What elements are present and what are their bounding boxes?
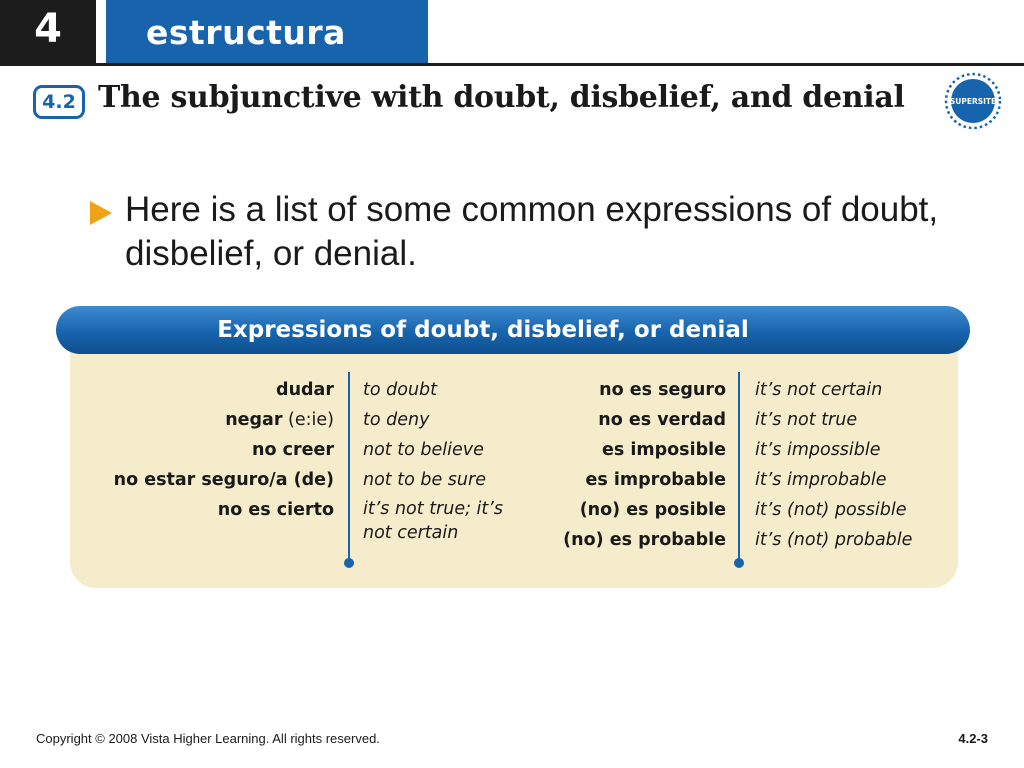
lesson-badge	[33, 85, 85, 119]
expressions-table-title-text: Expressions of doubt, disbelief, or denial	[217, 317, 749, 343]
table-row-term: es improbable	[585, 470, 726, 490]
table-row-term: no es cierto	[217, 500, 334, 520]
table-row-translation: it’s improbable	[755, 469, 887, 490]
table-row-term: no creer	[252, 440, 334, 460]
page-title: The subjunctive with doubt, disbelief, and denial	[98, 80, 905, 115]
section-tab-label: estructura	[146, 12, 346, 52]
lesson-badge-text: 4.2	[42, 91, 76, 113]
table-row-translation: it’s not true	[755, 409, 858, 430]
bullet-text: Here is a list of some common expressions of doubt, disbelief, or denial.	[125, 190, 939, 273]
left-spanish-column	[114, 375, 334, 525]
column-divider-dot	[734, 558, 744, 568]
header-divider	[0, 63, 1024, 66]
right-english-column	[755, 375, 955, 555]
table-row-term: negar (e:ie)	[225, 410, 334, 430]
chapter-number-text: 4	[34, 6, 62, 52]
left-english-column	[363, 375, 513, 547]
table-row-translation: to doubt	[363, 379, 438, 400]
table-row-translation: it’s not certain	[755, 379, 883, 400]
table-row-translation: to deny	[363, 409, 430, 430]
bullet-arrow-icon	[90, 201, 112, 225]
right-spanish-column	[563, 375, 726, 555]
table-row-translation: it’s (not) probable	[755, 529, 913, 550]
table-row-term: (no) es posible	[579, 500, 726, 520]
expressions-table-title	[56, 306, 970, 354]
page-number: 4.2-3	[958, 731, 988, 746]
table-row-translation: it’s impossible	[755, 439, 881, 460]
table-row-translation: it’s (not) possible	[755, 499, 907, 520]
column-divider	[348, 372, 350, 562]
column-divider	[738, 372, 740, 562]
table-row-translation: not to believe	[363, 439, 484, 460]
table-row-term: (no) es probable	[563, 530, 726, 550]
table-row-translation: it’s not true; it’s not certain	[363, 499, 503, 543]
table-row-term: no es seguro	[599, 380, 726, 400]
supersite-logo-icon	[944, 72, 1002, 130]
copyright-notice: Copyright © 2008 Vista Higher Learning. All rights reserved.	[36, 731, 380, 746]
table-row-term: no estar seguro/a (de)	[113, 470, 334, 490]
table-row-term: no es verdad	[598, 410, 726, 430]
table-row-translation: not to be sure	[363, 469, 486, 490]
table-row-term: dudar	[276, 380, 334, 400]
column-divider-dot	[344, 558, 354, 568]
section-tab	[106, 0, 428, 64]
supersite-logo-text: SUPERSITE	[949, 97, 997, 106]
chapter-number	[0, 0, 96, 64]
table-row-term: es imposible	[602, 440, 726, 460]
